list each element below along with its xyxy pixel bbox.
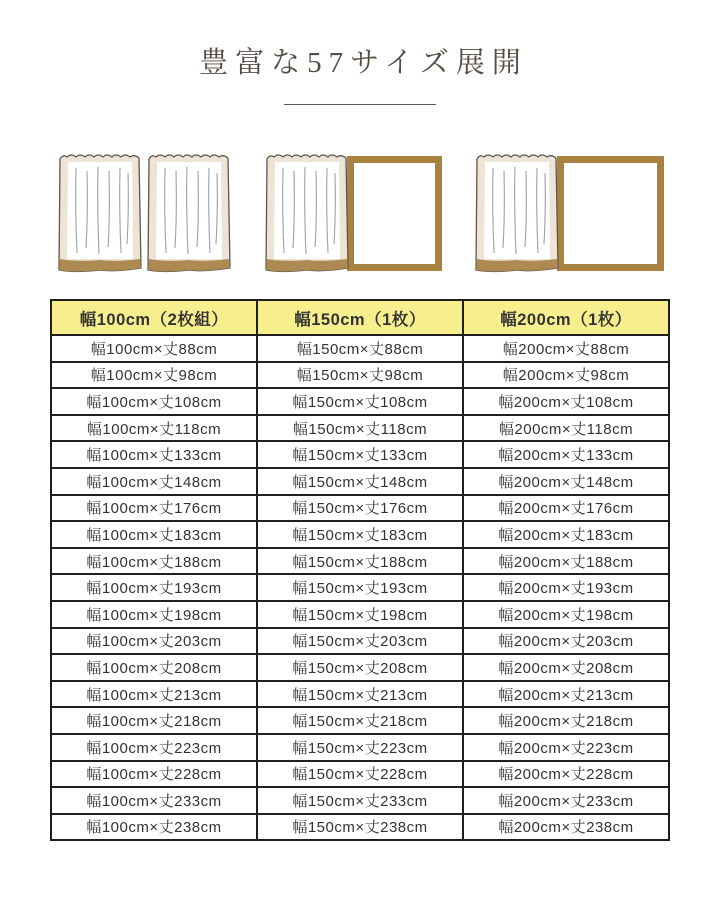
size-cell: 幅200cm×丈233cm <box>463 787 669 814</box>
table-row <box>51 335 669 362</box>
curtain-pair-illustration <box>55 147 234 279</box>
size-cell: 幅200cm×丈188cm <box>463 548 669 575</box>
size-cell: 幅200cm×丈228cm <box>463 761 669 788</box>
size-cell: 幅100cm×丈183cm <box>51 521 257 548</box>
table-row <box>51 388 669 415</box>
window-frame-icon <box>560 160 660 268</box>
size-cell: 幅200cm×丈198cm <box>463 601 669 628</box>
size-cell: 幅150cm×丈176cm <box>257 495 463 522</box>
size-cell: 幅150cm×丈238cm <box>257 814 463 841</box>
size-cell: 幅200cm×丈238cm <box>463 814 669 841</box>
table-row <box>51 548 669 575</box>
table-row <box>51 362 669 389</box>
size-cell: 幅150cm×丈233cm <box>257 787 463 814</box>
size-table-body <box>51 335 669 840</box>
size-cell: 幅200cm×丈218cm <box>463 707 669 734</box>
size-cell: 幅100cm×丈118cm <box>51 415 257 442</box>
size-cell: 幅200cm×丈183cm <box>463 521 669 548</box>
size-cell: 幅100cm×丈233cm <box>51 787 257 814</box>
curtain-single-150-illustration <box>262 147 444 279</box>
page-title: 豊富な57サイズ展開 <box>199 47 528 79</box>
size-cell: 幅200cm×丈213cm <box>463 681 669 708</box>
size-cell: 幅100cm×丈228cm <box>51 761 257 788</box>
size-cell: 幅100cm×丈88cm <box>51 335 257 362</box>
size-cell: 幅150cm×丈183cm <box>257 521 463 548</box>
size-table <box>50 299 670 841</box>
table-row <box>51 761 669 788</box>
size-cell: 幅100cm×丈133cm <box>51 441 257 468</box>
size-cell: 幅150cm×丈88cm <box>257 335 463 362</box>
size-cell: 幅150cm×丈213cm <box>257 681 463 708</box>
size-table-section <box>0 299 720 841</box>
size-cell: 幅100cm×丈208cm <box>51 654 257 681</box>
size-cell: 幅150cm×丈203cm <box>257 628 463 655</box>
size-cell: 幅100cm×丈218cm <box>51 707 257 734</box>
size-cell: 幅150cm×丈228cm <box>257 761 463 788</box>
size-cell: 幅200cm×丈193cm <box>463 574 669 601</box>
curtain-illustrations <box>0 147 720 281</box>
size-cell: 幅100cm×丈198cm <box>51 601 257 628</box>
header-row <box>51 300 669 335</box>
curtain-single-200-icon <box>472 147 666 279</box>
table-row <box>51 814 669 841</box>
size-cell: 幅150cm×丈208cm <box>257 654 463 681</box>
size-cell: 幅100cm×丈193cm <box>51 574 257 601</box>
table-row <box>51 601 669 628</box>
table-row <box>51 628 669 655</box>
size-cell: 幅150cm×丈108cm <box>257 388 463 415</box>
table-row <box>51 574 669 601</box>
title-section <box>0 0 720 105</box>
table-row <box>51 681 669 708</box>
size-cell: 幅100cm×丈213cm <box>51 681 257 708</box>
size-cell: 幅150cm×丈218cm <box>257 707 463 734</box>
size-cell: 幅100cm×丈188cm <box>51 548 257 575</box>
size-cell: 幅150cm×丈223cm <box>257 734 463 761</box>
size-cell: 幅150cm×丈118cm <box>257 415 463 442</box>
column-header-width-150: 幅150cm（1枚） <box>257 300 463 335</box>
table-row <box>51 468 669 495</box>
size-table-head <box>51 300 669 335</box>
size-cell: 幅150cm×丈198cm <box>257 601 463 628</box>
size-cell: 幅150cm×丈98cm <box>257 362 463 389</box>
table-row <box>51 734 669 761</box>
table-row <box>51 441 669 468</box>
table-row <box>51 787 669 814</box>
size-cell: 幅200cm×丈203cm <box>463 628 669 655</box>
size-cell: 幅200cm×丈208cm <box>463 654 669 681</box>
curtain-single-150-icon <box>262 147 444 279</box>
size-cell: 幅150cm×丈148cm <box>257 468 463 495</box>
size-cell: 幅150cm×丈188cm <box>257 548 463 575</box>
column-header-width-100: 幅100cm（2枚組） <box>51 300 257 335</box>
size-cell: 幅200cm×丈223cm <box>463 734 669 761</box>
size-cell: 幅100cm×丈223cm <box>51 734 257 761</box>
table-row <box>51 415 669 442</box>
size-cell: 幅200cm×丈108cm <box>463 388 669 415</box>
size-cell: 幅200cm×丈98cm <box>463 362 669 389</box>
size-cell: 幅200cm×丈148cm <box>463 468 669 495</box>
size-cell: 幅100cm×丈203cm <box>51 628 257 655</box>
size-cell: 幅200cm×丈176cm <box>463 495 669 522</box>
size-cell: 幅200cm×丈133cm <box>463 441 669 468</box>
curtain-pair-icon <box>55 147 234 279</box>
size-cell: 幅100cm×丈148cm <box>51 468 257 495</box>
size-cell: 幅200cm×丈88cm <box>463 335 669 362</box>
size-cell: 幅100cm×丈98cm <box>51 362 257 389</box>
title-divider <box>284 104 436 105</box>
curtain-single-200-illustration <box>472 147 666 279</box>
table-row <box>51 521 669 548</box>
size-cell: 幅150cm×丈193cm <box>257 574 463 601</box>
size-cell: 幅100cm×丈176cm <box>51 495 257 522</box>
size-cell: 幅150cm×丈133cm <box>257 441 463 468</box>
size-cell: 幅100cm×丈238cm <box>51 814 257 841</box>
column-header-width-200: 幅200cm（1枚） <box>463 300 669 335</box>
table-row <box>51 495 669 522</box>
size-cell: 幅100cm×丈108cm <box>51 388 257 415</box>
table-row <box>51 654 669 681</box>
window-frame-icon <box>350 160 438 268</box>
size-cell: 幅200cm×丈118cm <box>463 415 669 442</box>
table-row <box>51 707 669 734</box>
